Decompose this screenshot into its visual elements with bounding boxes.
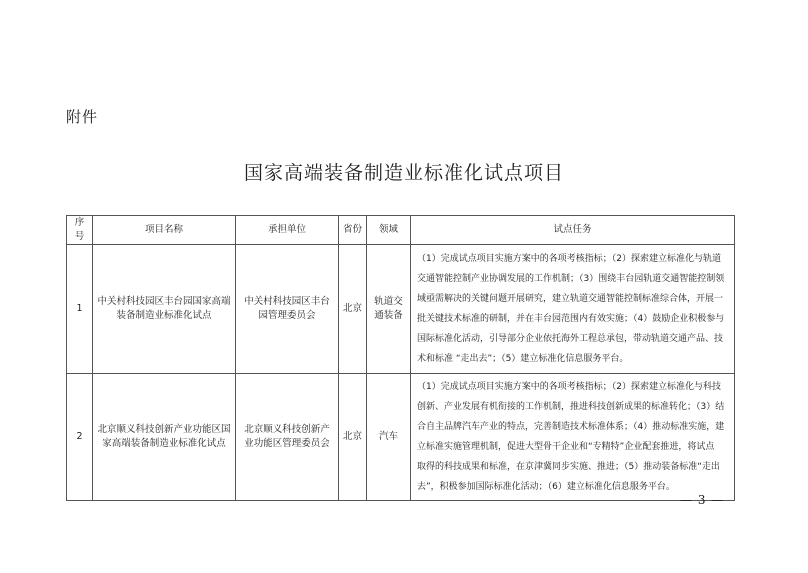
header-index: 序号 <box>67 216 93 245</box>
row-field: 轨道交通装备 <box>367 245 411 374</box>
task-line: 批关键技术标准的研制，并在丰台园范围内有效实施；（4）鼓励企业积极参与 <box>417 314 725 324</box>
pilot-projects-table <box>66 215 735 501</box>
row-tasks <box>411 245 735 374</box>
header-province: 省份 <box>339 216 367 245</box>
task-line: 去”，积极参加国际标准化活动；（6）建立标准化信息服务平台。 <box>417 482 675 492</box>
header-unit: 承担单位 <box>236 216 339 245</box>
attachment-label: 附件 <box>66 108 99 126</box>
table-header-row <box>67 216 735 245</box>
row-index: 2 <box>67 374 93 501</box>
task-line: 立标准实施管理机制，促进大型骨干企业和“专精特”企业配套推进，将试点 <box>417 442 715 452</box>
row-province: 北京 <box>339 245 367 374</box>
row-field: 汽车 <box>367 374 411 501</box>
row-province: 北京 <box>339 374 367 501</box>
task-line: （1）完成试点项目实施方案中的各项考核指标；（2）探索建立标准化与轨道 <box>417 254 721 264</box>
task-line: 国际标准化活动，引导部分企业依托海外工程总承包，带动轨道交通产品、技 <box>417 334 724 344</box>
task-line: （1）完成试点项目实施方案中的各项考核指标；（2）探索建立标准化与科技 <box>417 382 721 392</box>
row-project-name: 中关村科技园区丰台园国家高端装备制造业标准化试点 <box>93 245 236 374</box>
header-field: 领域 <box>367 216 411 245</box>
task-line: 创新、产业发展有机衔接的工作机制，推进科技创新成果的标准转化；（3）结 <box>417 402 725 412</box>
row-index: 1 <box>67 245 93 374</box>
row-project-name: 北京顺义科技创新产业功能区国家高端装备制造业标准化试点 <box>93 374 236 501</box>
row-unit: 北京顺义科技创新产业功能区管理委员会 <box>236 374 339 501</box>
header-tasks: 试点任务 <box>411 216 735 245</box>
row-tasks <box>411 374 735 501</box>
table-row <box>67 374 735 501</box>
row-unit: 中关村科技园区丰台园管理委员会 <box>236 245 339 374</box>
task-line: 交通智能控制产业协调发展的工作机制；（3）围绕丰台园轨道交通智能控制领 <box>417 274 725 284</box>
task-line: 取得的科技成果和标准，在京津冀同步实施、推进；（5）推动装备标准“走出 <box>417 462 720 472</box>
task-line: 术和标准 “走出去”；（5）建立标准化信息服务平台。 <box>417 354 629 364</box>
task-line: 合自主品牌汽车产业的特点，完善制造技术标准体系；（4）推动标准实施，建 <box>417 422 725 432</box>
document-title: 国家高端装备制造业标准化试点项目 <box>243 162 564 184</box>
table-row <box>67 245 735 374</box>
task-line: 域亟需解决的关键问题开展研究，建立轨道交通智能控制标准综合体，开展一 <box>417 294 724 304</box>
page-number: — 3 — <box>680 493 725 507</box>
header-project-name: 项目名称 <box>93 216 236 245</box>
